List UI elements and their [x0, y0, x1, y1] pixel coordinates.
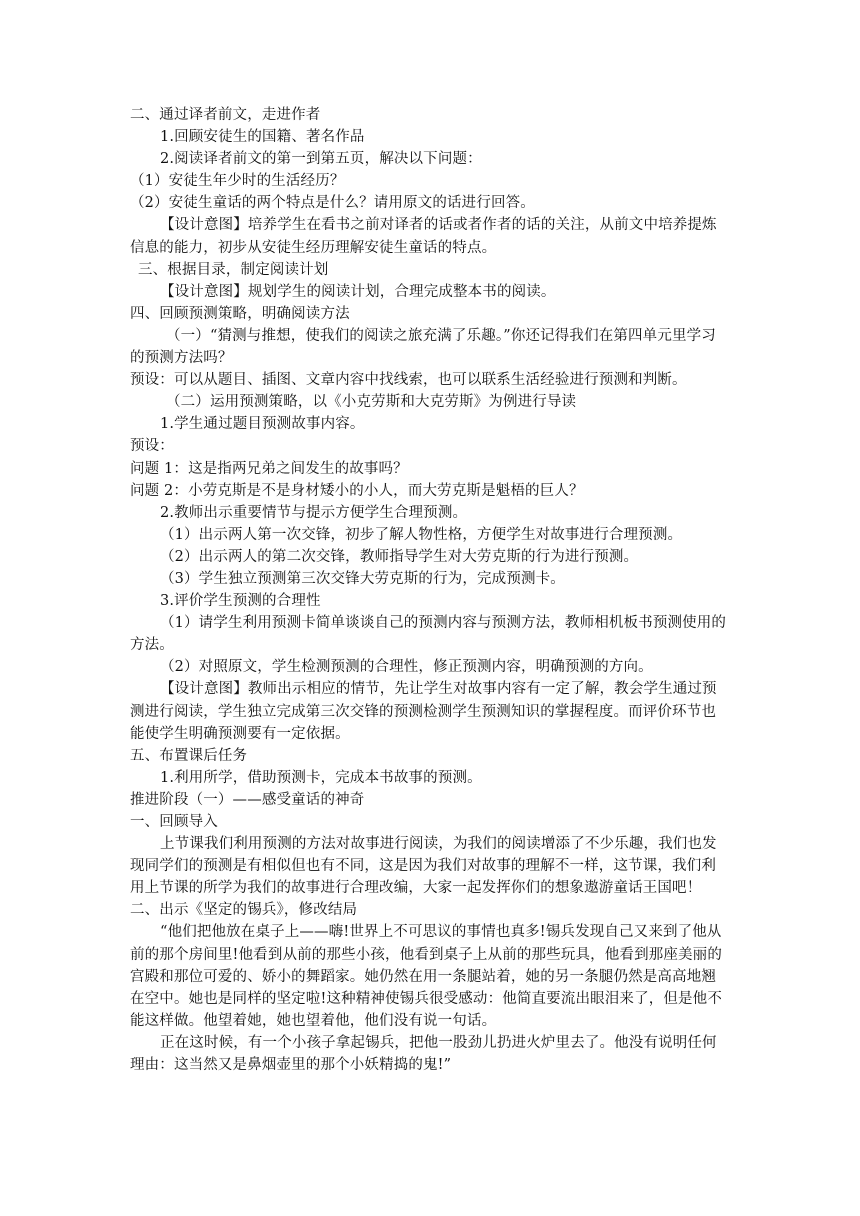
paragraph: （1）出示两人第一次交锋，初步了解人物性格，方便学生对故事进行合理预测。 [160, 526, 683, 543]
paragraph: 问题 1：这是指两兄弟之间发生的故事吗？ [130, 460, 408, 477]
paragraph: “他们把他放在桌子上——嗨!世界上不可思议的事情也真多!锡兵发现自己又来到了他从前的那个房间里!他看到从前的那些小孩，他看到桌子上从前的那些玩具，他看到那座美丽的宫殿和那位可爱的、娇小的舞蹈家。她仍然在用一条腿站着，她的另一条腿仍然是高高地翘在空中。她也是同样的坚定啦!这种精神使锡兵很受感动：他简直要流出眼泪来了，但是他不能这样做。他望着她，她也望着他，他们没有说一句话。 [130, 924, 722, 1029]
paragraph: 2.阅读译者前文的第一到第五页，解决以下问题： [160, 151, 482, 168]
paragraph: 二、出示《坚定的锡兵》，修改结局 [130, 902, 358, 919]
paragraph: （2）出示两人的第二次交锋，教师指导学生对大劳克斯的行为进行预测。 [160, 548, 639, 565]
paragraph: 预设： [130, 438, 174, 455]
paragraph: 预设：可以从题目、插图、文章内容中找线索，也可以联系生活经验进行预测和判断。 [130, 372, 687, 389]
paragraph: 3.评价学生预测的合理性 [160, 593, 321, 610]
paragraph: 【设计意图】教师出示相应的情节，先让学生对故事内容有一定了解，教会学生通过预测进行阅读，学生独立完成第三次交锋的预测检测学生预测知识的掌握程度。而评价环节也能使学生明确预测要有一定依据。 [130, 681, 717, 742]
paragraph: （2）安徒生童话的两个特点是什么？请用原文的话进行回答。 [130, 195, 535, 212]
paragraph: 【设计意图】培养学生在看书之前对译者的话或者作者的话的关注，从前文中培养提炼信息的能力，初步从安徒生经历理解安徒生童话的特点。 [130, 217, 717, 256]
paragraph: 四、回顾预测策略，明确阅读方法 [130, 305, 350, 322]
paragraph: 1.学生通过题目预测故事内容。 [160, 416, 365, 433]
paragraph: （1）安徒生年少时的生活经历？ [130, 173, 345, 190]
paragraph: 一、回顾导入 [130, 814, 218, 830]
paragraph: 三、根据目录，制定阅读计划 [138, 261, 329, 278]
paragraph: 1.利用所学，借助预测卡，完成本书故事的预测。 [160, 769, 482, 786]
paragraph: 五、布置课后任务 [130, 747, 248, 764]
document-body [130, 104, 730, 1076]
paragraph: 【设计意图】规划学生的阅读计划，合理完成整本书的阅读。 [160, 283, 556, 300]
paragraph: 二、通过译者前文，走进作者 [130, 107, 321, 123]
paragraph: 2.教师出示重要情节与提示方便学生合理预测。 [160, 504, 468, 521]
paragraph: 上节课我们利用预测的方法对故事进行阅读，为我们的阅读增添了不少乐趣，我们也发现同学们的预测是有相似但也有不同，这是因为我们对故事的理解不一样，这节课，我们利用上节课的所学为我们的故事进行合理改编，大家一起发挥你们的想象遨游童话王国吧！ [130, 836, 717, 897]
paragraph: 正在这时候，有一个小孩子拿起锡兵，把他一股劲儿扔进火炉里去了。他没有说明任何理由：这当然又是鼻烟壶里的那个小妖精捣的鬼!” [130, 1034, 717, 1074]
paragraph: （二）运用预测策略，以《小克劳斯和大克劳斯》为例进行导读 [166, 394, 577, 411]
paragraph: 1.回顾安徒生的国籍、著名作品 [160, 129, 365, 146]
paragraph: （1）请学生利用预测卡简单谈谈自己的预测内容与预测方法，教师相机板书预测使用的方法。 [130, 615, 727, 654]
paragraph: （一）“猜测与推想，使我们的阅读之旅充满了乐趣。”你还记得我们在第四单元里学习的预测方法吗？ [130, 327, 716, 367]
paragraph: 推进阶段（一）——感受童话的神奇 [130, 791, 365, 808]
paragraph: 问题 2：小劳克斯是不是身材矮小的小人，而大劳克斯是魁梧的巨人？ [130, 482, 584, 499]
paragraph: （3）学生独立预测第三次交锋大劳克斯的行为，完成预测卡。 [160, 570, 565, 587]
paragraph: （2）对照原文，学生检测预测的合理性，修正预测内容，明确预测的方向。 [160, 659, 653, 676]
